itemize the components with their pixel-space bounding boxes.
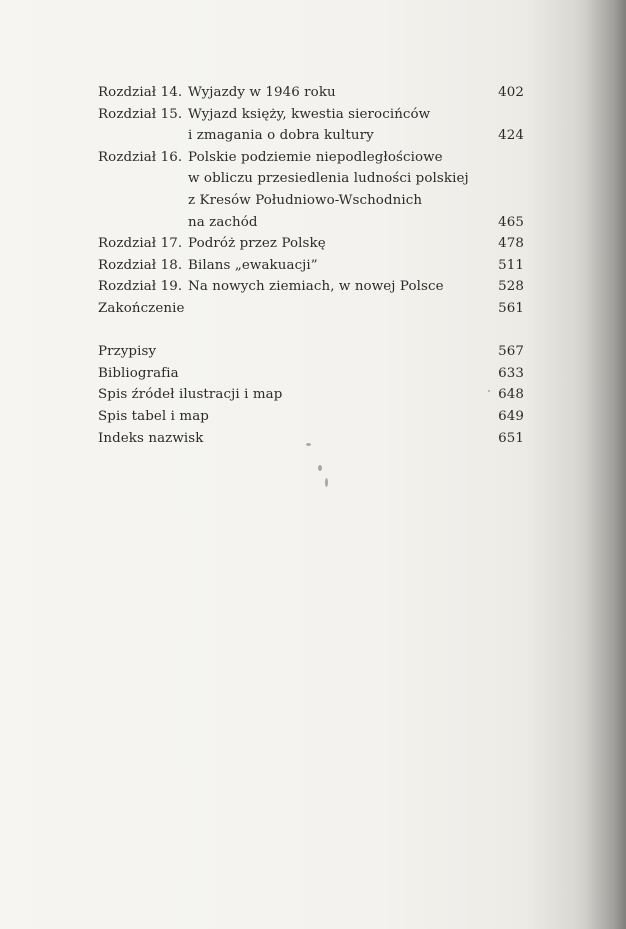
page-number: 424 [498,128,524,144]
page-number: 633 [498,365,524,381]
toc-entry-chapter-14 [98,82,524,104]
chapter-title: Polskie podziemie niepodległościowe w obliczu przesiedlenia ludności polskiej z Kresów Południowo-Wschodnich na zachód [188,149,469,230]
toc-entry-illustration-sources [98,384,524,406]
toc-entry-notes [98,341,524,363]
toc-entry-chapter-17 [98,233,524,255]
conclusion-title: Zakończenie [98,300,185,316]
chapter-title: Podróż przez Polskę [188,236,326,252]
chapter-label: Rozdział 16. [98,149,183,165]
paper-speck [318,465,322,471]
page-number: 649 [498,408,524,424]
back-matter-title: Spis źródeł ilustracji i map [98,387,283,403]
chapter-label: Rozdział 15. [98,106,183,122]
page-number: 465 [498,214,524,230]
toc-entry-chapter-16 [98,147,524,233]
section-gap [98,320,524,342]
toc-entry-chapter-19 [98,276,524,298]
chapter-title: Wyjazdy w 1946 roku [188,85,336,100]
chapter-title: Wyjazd księży, kwestia sierocińców i zmagania o dobra kultury [188,106,431,144]
page-number: 561 [498,300,524,316]
chapter-title: Bilans „ewakuacji” [188,257,318,273]
toc-entry-bibliography [98,363,524,385]
chapter-label: Rozdział 19. [98,279,183,295]
toc-entry-chapter-15 [98,104,524,147]
page-number: 402 [498,85,524,100]
page-number: 511 [498,257,524,273]
chapter-label: Rozdział 14. [98,85,183,100]
toc-entry-tables-and-maps [98,406,524,428]
table-of-contents [98,82,524,449]
toc-entry-chapter-18 [98,255,524,277]
chapter-label: Rozdział 17. [98,236,183,252]
page-number: 478 [498,236,524,252]
page-number: 651 [498,430,524,446]
page-number: 567 [498,344,524,360]
paper-speck [306,443,311,446]
chapter-title: Na nowych ziemiach, w nowej Polsce [188,279,444,295]
back-matter-title: Przypisy [98,344,157,360]
toc-entry-name-index [98,428,524,450]
page-number: 528 [498,279,524,295]
back-matter-title: Bibliografia [98,365,179,381]
back-matter-title: Spis tabel i map [98,408,209,424]
page-number: 648 [498,387,524,403]
toc-entry-conclusion [98,298,524,320]
chapter-label: Rozdział 18. [98,257,183,273]
back-matter-title: Indeks nazwisk [98,430,204,446]
spine-shadow [586,0,626,929]
paper-speck [325,478,328,487]
paper-speck [488,390,490,392]
